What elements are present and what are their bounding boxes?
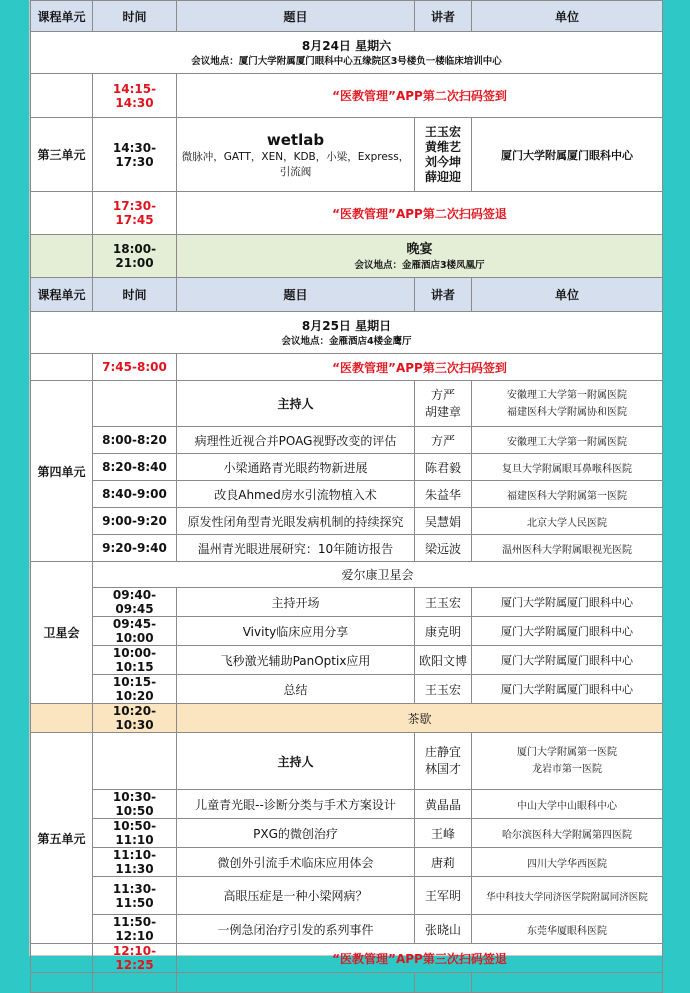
talk-topic: PXG的微创治疗 [177,819,415,848]
talk-time: 09:45-10:00 [93,617,177,646]
satellite-name: 卫星会 [31,562,93,704]
talk-topic: 飞秒激光辅助PanOptix应用 [177,646,415,675]
table-header [31,278,663,312]
talk-topic: 一例急闭治疗引发的系列事件 [177,915,415,944]
unit3-speaker: 黄维艺 [424,139,461,154]
table-row [31,915,663,944]
unit3-time: 14:30-17:30 [93,118,177,192]
unit4-chair-label: 主持人 [177,381,415,427]
table-row [31,646,663,675]
talk-org: 厦门大学附属厦门眼科中心 [472,588,663,617]
talk-time: 9:20-9:40 [93,535,177,562]
talk-topic: 改良Ahmed房水引流物植入术 [177,481,415,508]
tea-break-row [31,704,663,733]
talk-time: 10:30-10:50 [93,790,177,819]
banquet-title: 晚宴 [406,241,433,257]
talk-topic: Vivity临床应用分享 [177,617,415,646]
table-row [31,617,663,646]
talk-topic: 高眼压症是一种小梁网病？ [177,877,415,915]
talk-speaker: 唐莉 [415,848,472,877]
table-row [31,848,663,877]
unit3-org: 厦门大学附属厦门眼科中心 [472,118,663,192]
unit3-speaker: 王玉宏 [424,124,461,139]
unit5-chair-org: 龙岩市第一医院 [532,764,602,775]
talk-topic: 原发性闭角型青光眼发病机制的持续探究 [177,508,415,535]
day2-signout-row [31,944,663,973]
talk-speaker: 王峰 [415,819,472,848]
header-speaker: 讲者 [415,278,472,312]
talk-topic: 微创外引流手术临床应用体会 [177,848,415,877]
table-row [31,454,663,481]
unit4-chair-org: 福建医科大学附属协和医院 [507,406,627,418]
table-row [31,675,663,704]
header-unit: 课程单元 [31,1,93,32]
day1-signout-text: “医教管理”APP第二次扫码签退 [177,192,663,235]
header-topic: 题目 [177,1,415,32]
unit3-subtitle: 微脉冲，GATT，XEN，KDB，小梁，Express，引流阀 [181,150,410,178]
talk-org: 哈尔滨医科大学附属第四医院 [472,819,663,848]
talk-topic: 病理性近视合并POAG视野改变的评估 [177,427,415,454]
talk-org: 厦门大学附属厦门眼科中心 [472,646,663,675]
day1-venue: 会议地点：厦门大学附属厦门眼科中心五缘院区3号楼负一楼临床培训中心 [191,55,502,67]
talk-org: 华中科技大学同济医学院附属同济医院 [472,877,663,915]
table-row [31,508,663,535]
unit3-speaker: 薛迎迎 [424,169,461,184]
day2-signin-row [31,354,663,381]
talk-speaker: 梁远波 [415,535,472,562]
talk-speaker: 王玉宏 [415,588,472,617]
talk-org: 福建医科大学附属第一医院 [472,481,663,508]
talk-speaker: 张晓山 [415,915,472,944]
talk-speaker: 黄晶晶 [415,790,472,819]
talk-topic: 儿童青光眼--诊断分类与手术方案设计 [177,790,415,819]
talk-speaker: 王军明 [415,877,472,915]
talk-time: 11:50-12:10 [93,915,177,944]
agenda-sheet [30,0,662,972]
day1-date-row [31,32,663,74]
talk-time: 10:50-11:10 [93,819,177,848]
day2-signout-text: “医教管理”APP第三次扫码签退 [177,944,663,973]
table-row [31,790,663,819]
day1-signout-time: 17:30-17:45 [93,192,177,235]
table-header [31,1,663,32]
unit4-chair-row [31,381,663,427]
unit5-chair-row [31,733,663,790]
talk-time: 09:40-09:45 [93,588,177,617]
talk-time: 10:00-10:15 [93,646,177,675]
header-org: 单位 [472,1,663,32]
unit4-chair: 方严 [430,387,455,402]
talk-org: 中山大学中山眼科中心 [472,790,663,819]
talk-topic: 主持开场 [177,588,415,617]
satellite-title-row [31,562,663,588]
day2-signin-time: 7:45-8:00 [93,354,177,381]
talk-speaker: 欧阳文博 [415,646,472,675]
day2-date-row [31,312,663,354]
talk-org: 四川大学华西医院 [472,848,663,877]
header-speaker: 讲者 [415,1,472,32]
talk-time: 10:15-10:20 [93,675,177,704]
table-row [31,588,663,617]
unit5-chair: 林国才 [424,762,461,776]
unit5-name: 第五单元 [31,733,93,944]
day2-date: 8月25日 星期日 [301,318,392,333]
talk-speaker: 康克明 [415,617,472,646]
table-row [31,481,663,508]
unit3-name: 第三单元 [31,118,93,192]
tea-label: 茶歇 [177,704,663,733]
unit5-chair-label: 主持人 [177,733,415,790]
tea-time: 10:20-10:30 [93,704,177,733]
table-row [31,427,663,454]
talk-org: 安徽理工大学第一附属医院 [472,427,663,454]
talk-time: 9:00-9:20 [93,508,177,535]
talk-speaker: 朱益华 [415,481,472,508]
unit3-speaker: 刘今坤 [424,154,461,169]
talk-topic: 温州青光眼进展研究：10年随访报告 [177,535,415,562]
day1-date: 8月24日 星期六 [301,38,392,53]
unit4-chair-org: 安徽理工大学第一附属医院 [507,389,627,401]
day1-signin-time: 14:15-14:30 [93,74,177,118]
day1-signin-text: “医教管理”APP第二次扫码签到 [177,74,663,118]
talk-speaker: 陈君毅 [415,454,472,481]
table-row [31,819,663,848]
day2-signin-text: “医教管理”APP第三次扫码签到 [177,354,663,381]
unit5-chair-org: 厦门大学附属第一医院 [517,747,617,758]
table-row [31,535,663,562]
unit4-chair: 胡建章 [424,404,461,419]
talk-org: 东莞华厦眼科医院 [472,915,663,944]
table-row [31,877,663,915]
banquet-time: 18:00-21:00 [93,235,177,278]
talk-org: 温州医科大学附属眼视光医院 [472,535,663,562]
satellite-title: 爱尔康卫星会 [93,562,663,588]
talk-topic: 小梁通路青光眼药物新进展 [177,454,415,481]
header-time: 时间 [93,278,177,312]
header-org: 单位 [472,278,663,312]
day2-signout-time: 12:10-12:25 [93,944,177,973]
unit3-row [31,118,663,192]
unit3-title: wetlab [266,130,325,149]
day2-venue: 会议地点：金雁酒店4楼金鹰厅 [281,335,412,347]
banquet-row [31,235,663,278]
talk-speaker: 吴慧娟 [415,508,472,535]
banquet-venue: 会议地点：金雁酒店3楼凤凰厅 [354,259,485,271]
talk-speaker: 王玉宏 [415,675,472,704]
header-unit: 课程单元 [31,278,93,312]
talk-time: 8:40-9:00 [93,481,177,508]
header-time: 时间 [93,1,177,32]
talk-time: 11:30-11:50 [93,877,177,915]
talk-time: 8:20-8:40 [93,454,177,481]
header-topic: 题目 [177,278,415,312]
unit5-chair: 庄静宜 [424,745,461,759]
day1-signout-row [31,192,663,235]
talk-speaker: 方严 [415,427,472,454]
talk-org: 厦门大学附属厦门眼科中心 [472,675,663,704]
day1-signin-row [31,74,663,118]
talk-time: 11:10-11:30 [93,848,177,877]
agenda-table [30,0,663,993]
talk-time: 8:00-8:20 [93,427,177,454]
talk-topic: 总结 [177,675,415,704]
unit4-name: 第四单元 [31,381,93,562]
talk-org: 厦门大学附属厦门眼科中心 [472,617,663,646]
talk-org: 北京大学人民医院 [472,508,663,535]
table-row [31,973,663,993]
talk-org: 复旦大学附属眼耳鼻喉科医院 [472,454,663,481]
